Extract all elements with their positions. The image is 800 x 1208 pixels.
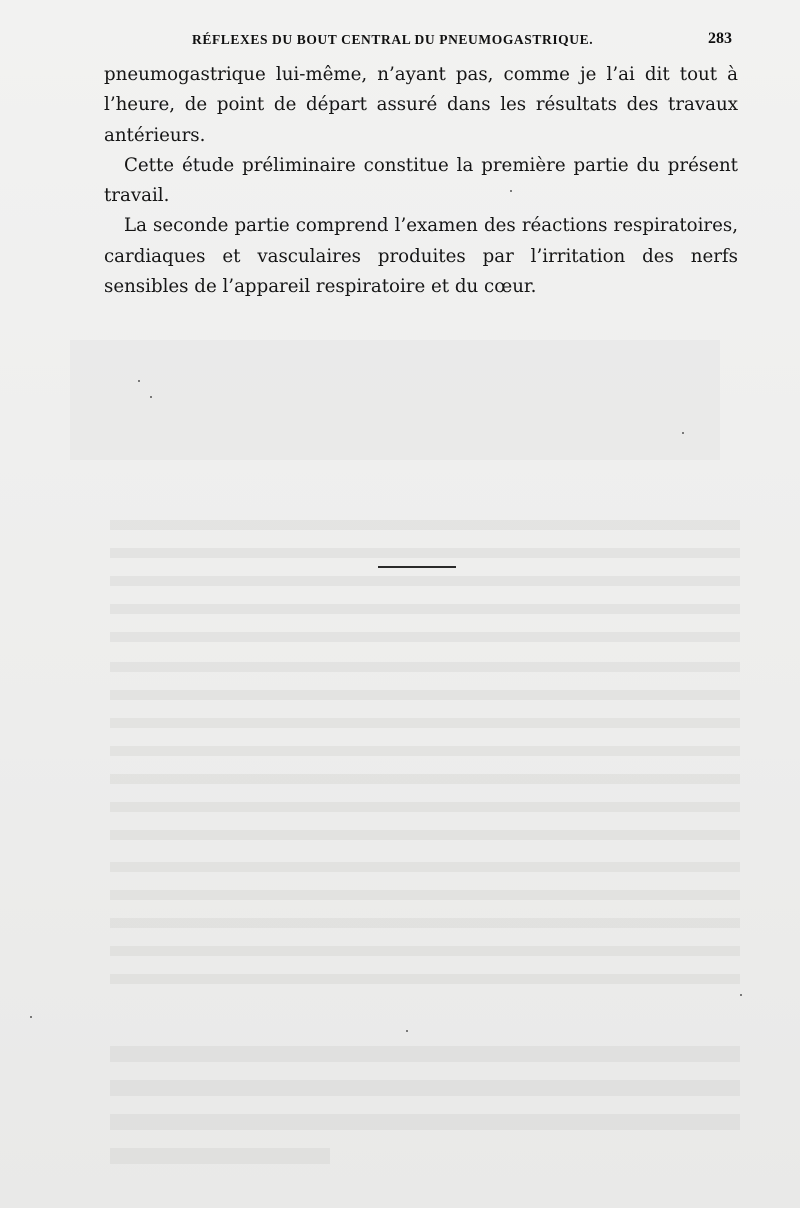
show-through-line <box>110 576 740 586</box>
show-through-line <box>110 862 740 872</box>
page-header <box>104 30 736 52</box>
show-through-line <box>110 974 740 984</box>
scan-speck <box>740 994 742 996</box>
show-through-line <box>110 802 740 812</box>
paragraph: La seconde partie comprend l’examen des réactions respiratoires, cardiaques et vasculaires produites par l’irritation des nerfs sensibles de l’appareil respiratoire et du cœur. <box>104 215 738 298</box>
page-number: 283 <box>708 30 732 47</box>
scan-speck <box>406 1030 408 1032</box>
show-through-line <box>110 918 740 928</box>
show-through-line <box>110 1080 740 1096</box>
show-through-line <box>110 632 740 642</box>
show-through-line <box>110 604 740 614</box>
show-through-line <box>110 830 740 840</box>
show-through-line <box>110 718 740 728</box>
show-through-line <box>110 548 740 558</box>
show-through-heading-area <box>70 340 720 460</box>
show-through-line <box>110 1046 740 1062</box>
scan-speck <box>30 1016 32 1018</box>
show-through-line <box>110 1148 330 1164</box>
show-through-line <box>110 690 740 700</box>
scan-speck <box>682 432 684 434</box>
show-through-line <box>110 946 740 956</box>
paragraph: Cette étude préliminaire constitue la première partie du présent travail. <box>104 154 738 207</box>
running-title: RÉFLEXES DU BOUT CENTRAL DU PNEUMOGASTRIQUE. <box>192 32 594 47</box>
section-divider-rule <box>378 566 456 568</box>
scan-speck <box>138 380 140 382</box>
body-text <box>104 60 738 302</box>
scan-speck <box>510 190 512 192</box>
show-through-line <box>110 662 740 672</box>
show-through-line <box>110 746 740 756</box>
paragraph-continuation: pneumogastrique lui-même, n’ayant pas, comme je l’ai dit tout à l’heure, de point de départ assuré dans les résultats des travaux antérieurs. <box>104 64 738 146</box>
show-through-line <box>110 890 740 900</box>
show-through-line <box>110 774 740 784</box>
show-through-line <box>110 520 740 530</box>
scan-speck <box>150 396 152 398</box>
show-through-line <box>110 1114 740 1130</box>
